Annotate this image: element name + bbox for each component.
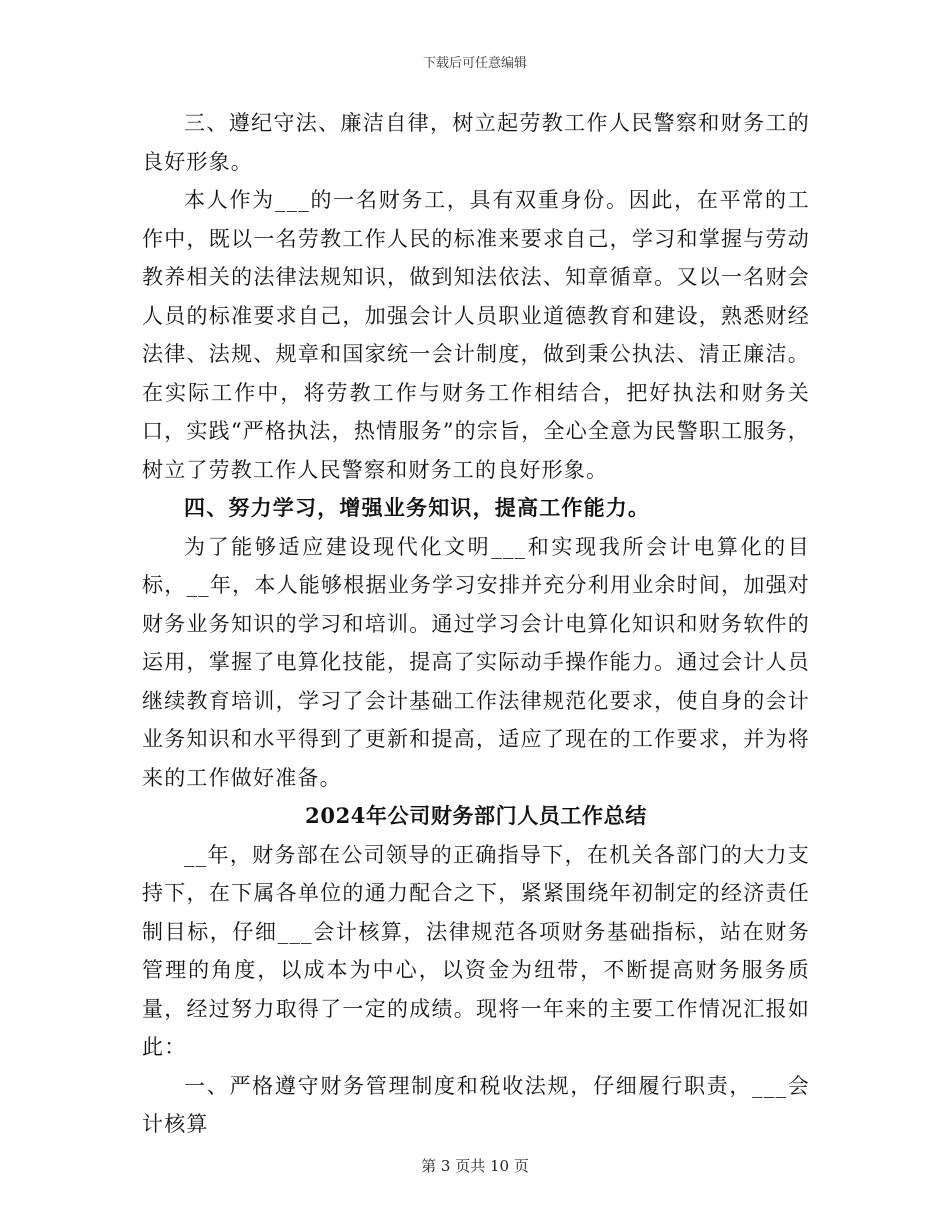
paragraph-dual-identity: 本人作为___的一名财务工，具有双重身份。因此，在平常的工作中，既以一名劳教工作人民的标准来要求自己，学习和掌握与劳动教养相关的法律法规知识，做到知法依法、知章循章。又以一名财会人员的标准要求自己，加强会计人员职业道德教育和建设，熟悉财经法律、法规、规章和国家统一会计制度，做到秉公执法、清正廉洁。在实际工作中，将劳教工作与财务工作相结合，把好执法和财务关口，实践“严格执法，热情服务”的宗旨，全心全意为民警职工服务，树立了劳教工作人民警察和财务工的良好形象。: [142, 188, 810, 482]
paragraph-section-three: 三、遵纪守法、廉洁自律，树立起劳教工作人民警察和财务工的良好形象。: [142, 111, 810, 174]
paragraph-study: 为了能够适应建设现代化文明___和实现我所会计电算化的目标，__年，本人能够根据业务学习安排并充分利用业余时间，加强对财务业务知识的学习和培训。通过学习会计电算化知识和财务软件的运用，掌握了电算化技能，提高了实际动手操作能力。通过会计人员继续教育培训，学习了会计基础工作法律规范化要求，使自身的会计业务知识和水平得到了更新和提高，适应了现在的工作要求，并为将来的工作做好准备。: [142, 534, 810, 790]
paragraph-section-one: 一、严格遵守财务管理制度和税收法规，仔细履行职责，___会计核算: [142, 1073, 810, 1136]
paragraph-summary-intro: __年，财务部在公司领导的正确指导下，在机关各部门的大力支持下，在下属各单位的通力配合之下，紧紧围绕年初制定的经济责任制目标，仔细___会计核算，法律规范各项财务基础指标，站在财务管理的角度，以成本为中心，以资金为纽带，不断提高财务服务质量，经过努力取得了一定的成绩。现将一年来的主要工作情况汇报如此：: [142, 842, 810, 1059]
heading-section-four: 四、努力学习，增强业务知识，提高工作能力。: [184, 495, 651, 520]
page-header: 下载后可任意编辑: [422, 56, 527, 71]
page-footer: 第 3 页共 10 页: [421, 1157, 529, 1175]
document-body: [142, 104, 810, 1144]
document-title: 2024年公司财务部门人员工作总结: [305, 803, 647, 828]
